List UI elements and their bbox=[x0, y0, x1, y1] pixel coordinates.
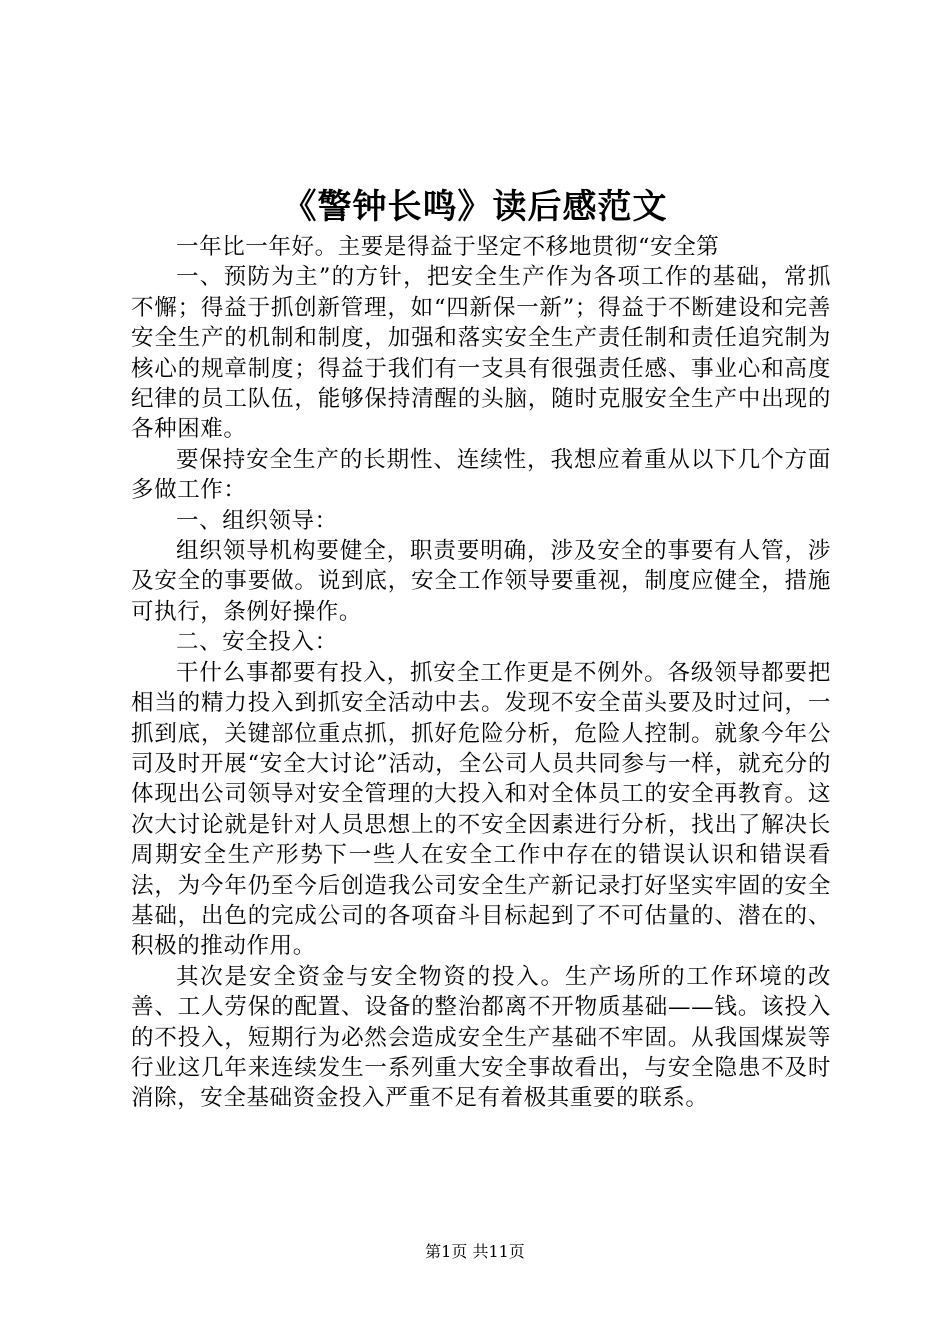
paragraph: 干什么事都要有投入，抓安全工作更是不例外。各级领导都要把相当的精力投入到抓安全活动中去。发现不安全苗头要及时过问，一抓到底，关键部位重点抓，抓好危险分析，危险人控制。就象今年公司及时开展“安全大讨论”活动，全公司人员共同参与一样，就充分的体现出公司领导对安全管理的大投入和对全体员工的安全再教育。这次大讨论就是针对人员思想上的不安全因素进行分析，找出了解决长周期安全生产形势下一些人在安全工作中存在的错误认识和错误看法，为今年仍至今后创造我公司安全生产新记录打好坚实牢固的安全基础，出色的完成公司的各项奋斗目标起到了不可估量的、潜在的、积极的推动作用。 bbox=[131, 659, 831, 960]
paragraph: 一、预防为主”的方针，把安全生产作为各项工作的基础，常抓不懈；得益于抓创新管理，如“四新保一新”；得益于不断建设和完善安全生产的机制和制度，加强和落实安全生产责任制和责任追究制为核心的规章制度；得益于我们有一支具有很强责任感、事业心和高度纪律的员工队伍，能够保持清醒的头脑，随时克服安全生产中出现的各种困难。 bbox=[131, 264, 831, 443]
paragraph: 要保持安全生产的长期性、连续性，我想应着重从以下几个方面多做工作： bbox=[131, 446, 831, 504]
paragraph: 组织领导机构要健全，职责要明确，涉及安全的事要有人管，涉及安全的事要做。说到底，安全工作领导要重视，制度应健全，措施可执行，条例好操作。 bbox=[131, 538, 831, 625]
document-title: 《警钟长鸣》读后感范文 bbox=[282, 187, 668, 227]
paragraph: 一年比一年好。主要是得益于坚定不移地贯彻“安全第 bbox=[176, 234, 720, 260]
page-number-footer: 第1页 共11页 bbox=[425, 1242, 525, 1261]
section-heading: 一、组织领导： bbox=[176, 507, 338, 534]
paragraph: 其次是安全资金与安全物资的投入。生产场所的工作环境的改善、工人劳保的配置、设备的整治都离不开物质基础——钱。该投入的不投入，短期行为必然会造成安全生产基础不牢固。从我国煤炭等行业这几年来连续发生一系列重大安全事故看出，与安全隐患不及时消除，安全基础资金投入严重不足有着极其重要的联系。 bbox=[131, 963, 831, 1112]
section-heading: 二、安全投入： bbox=[176, 629, 338, 656]
document-body bbox=[131, 232, 831, 1114]
